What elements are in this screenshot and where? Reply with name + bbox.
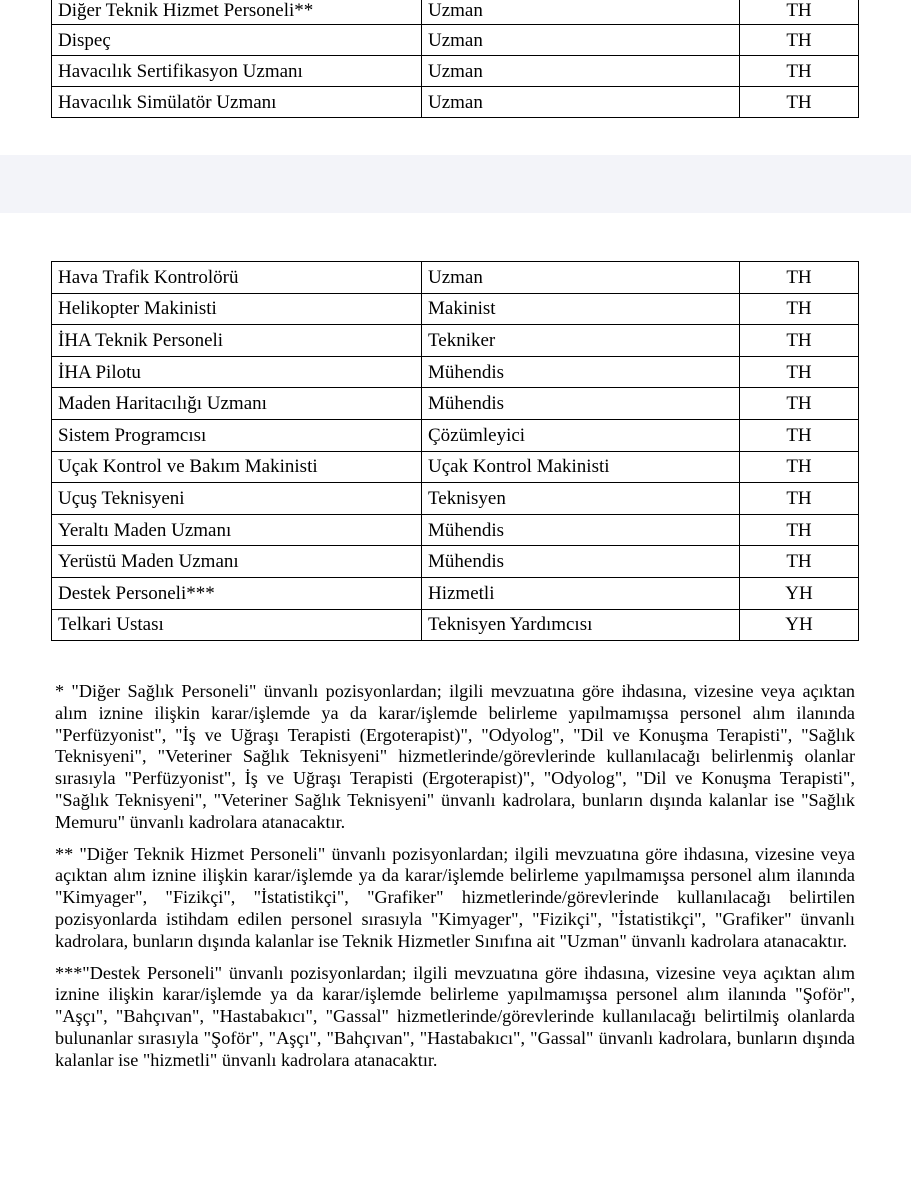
class-cell: YH	[740, 577, 859, 609]
position-table-main	[51, 261, 859, 641]
title-cell: Teknisyen	[422, 483, 740, 515]
position-cell: Maden Haritacılığı Uzmanı	[52, 388, 422, 420]
class-cell: TH	[740, 356, 859, 388]
table-row	[52, 514, 859, 546]
position-cell: Havacılık Simülatör Uzmanı	[52, 87, 422, 118]
position-cell: Diğer Teknik Hizmet Personeli**	[52, 0, 422, 25]
title-cell: Mühendis	[422, 388, 740, 420]
class-cell: TH	[740, 262, 859, 294]
title-cell: Teknisyen Yardımcısı	[422, 609, 740, 641]
table-row	[52, 388, 859, 420]
position-cell: Hava Trafik Kontrolörü	[52, 262, 422, 294]
class-cell: TH	[740, 325, 859, 357]
table-row	[52, 609, 859, 641]
class-cell: TH	[740, 483, 859, 515]
position-cell: İHA Teknik Personeli	[52, 325, 422, 357]
class-cell: TH	[740, 451, 859, 483]
class-cell: TH	[740, 25, 859, 56]
position-cell: Havacılık Sertifikasyon Uzmanı	[52, 56, 422, 87]
title-cell: Mühendis	[422, 546, 740, 578]
title-cell: Mühendis	[422, 514, 740, 546]
table-row	[52, 293, 859, 325]
table-row	[52, 451, 859, 483]
table-row	[52, 56, 859, 87]
title-cell: Çözümleyici	[422, 419, 740, 451]
position-cell: Uçak Kontrol ve Bakım Makinisti	[52, 451, 422, 483]
position-cell: İHA Pilotu	[52, 356, 422, 388]
class-cell: TH	[740, 546, 859, 578]
class-cell: TH	[740, 514, 859, 546]
class-cell: TH	[740, 388, 859, 420]
position-cell: Helikopter Makinisti	[52, 293, 422, 325]
class-cell: TH	[740, 293, 859, 325]
class-cell: TH	[740, 87, 859, 118]
table-row	[52, 87, 859, 118]
table-row	[52, 262, 859, 294]
table-row	[52, 546, 859, 578]
title-cell: Uçak Kontrol Makinisti	[422, 451, 740, 483]
table-row	[52, 419, 859, 451]
position-cell: Dispeç	[52, 25, 422, 56]
title-cell: Hizmetli	[422, 577, 740, 609]
footnote-technical-personnel: ** "Diğer Teknik Hizmet Personeli" ünvanlı pozisyonlardan; ilgili mevzuatına göre ihdasına, vizesine veya açıktan alım iznine ilişkin karar/işlemde ya da karar/işlemde belirleme yapılmamışsa personel alım ilanında "Kimyager", "Fizikçi", "İstatistikçi", "Grafiker" hizmetlerinde/görevlerinde kullanılacağı belirtilen pozisyonlarda istihdam edilen personel sırasıyla "Kimyager", "Fizikçi", "İstatistikçi", "Grafiker" ünvanlı kadrolara, bunların dışında kalanlar ise Teknik Hizmetler Sınıfına ait "Uzman" ünvanlı kadrolara atanacaktır.	[55, 843, 855, 951]
title-cell: Uzman	[422, 0, 740, 25]
title-cell: Makinist	[422, 293, 740, 325]
footnotes	[55, 681, 855, 1082]
footnote-support-personnel: ***"Destek Personeli" ünvanlı pozisyonlardan; ilgili mevzuatına göre ihdasına, vizesine veya açıktan alım iznine ilişkin karar/işlemde ya da karar/işlemde belirleme yapılmamışsa personel alım ilanında "Şoför", "Aşçı", "Bahçıvan", "Hastabakıcı", "Gassal" hizmetlerinde/görevlerinde kullanılacağı belirtilmiş olanlarda bulunanlar sırasıyla "Şoför", "Aşçı", "Bahçıvan", "Hastabakıcı", "Gassal" ünvanlı kadrolara, bunların dışında kalanlar ise "hizmetli" ünvanlı kadrolara atanacaktır.	[55, 962, 855, 1070]
class-cell: YH	[740, 609, 859, 641]
table-row	[52, 356, 859, 388]
title-cell: Uzman	[422, 56, 740, 87]
position-cell: Destek Personeli***	[52, 577, 422, 609]
table-row	[52, 577, 859, 609]
class-cell: TH	[740, 419, 859, 451]
table-row	[52, 483, 859, 515]
position-table-top	[51, 0, 859, 118]
title-cell: Uzman	[422, 87, 740, 118]
table-row	[52, 0, 859, 25]
title-cell: Mühendis	[422, 356, 740, 388]
footnote-health-personnel: * "Diğer Sağlık Personeli" ünvanlı pozisyonlardan; ilgili mevzuatına göre ihdasına, vizesine veya açıktan alım iznine ilişkin karar/işlemde ya da karar/işlemde belirleme yapılmamışsa personel alım ilanında "Perfüzyonist", "İş ve Uğraşı Terapisti (Ergoterapist)", "Odyolog", "Dil ve Konuşma Terapisti", "Sağlık Teknisyeni", "Veteriner Sağlık Teknisyeni" hizmetlerinde/görevlerinde kullanılacağı belirlenmiş olanlar sırasıyla "Perfüzyonist", İş ve Uğraşı Terapisti (Ergoterapist)", "Odyolog", "Dil ve Konuşma Terapisti", "Sağlık Teknisyeni", "Veteriner Sağlık Teknisyeni" ünvanlı kadrolara, bunların dışında kalanlar ise "Sağlık Memuru" ünvanlı kadrolara atanacaktır.	[55, 681, 855, 832]
class-cell: TH	[740, 0, 859, 25]
table-row	[52, 25, 859, 56]
table-row	[52, 325, 859, 357]
page-gap	[0, 155, 911, 213]
position-cell: Uçuş Teknisyeni	[52, 483, 422, 515]
class-cell: TH	[740, 56, 859, 87]
position-cell: Telkari Ustası	[52, 609, 422, 641]
position-cell: Sistem Programcısı	[52, 419, 422, 451]
position-cell: Yeraltı Maden Uzmanı	[52, 514, 422, 546]
title-cell: Uzman	[422, 262, 740, 294]
position-cell: Yerüstü Maden Uzmanı	[52, 546, 422, 578]
title-cell: Tekniker	[422, 325, 740, 357]
title-cell: Uzman	[422, 25, 740, 56]
